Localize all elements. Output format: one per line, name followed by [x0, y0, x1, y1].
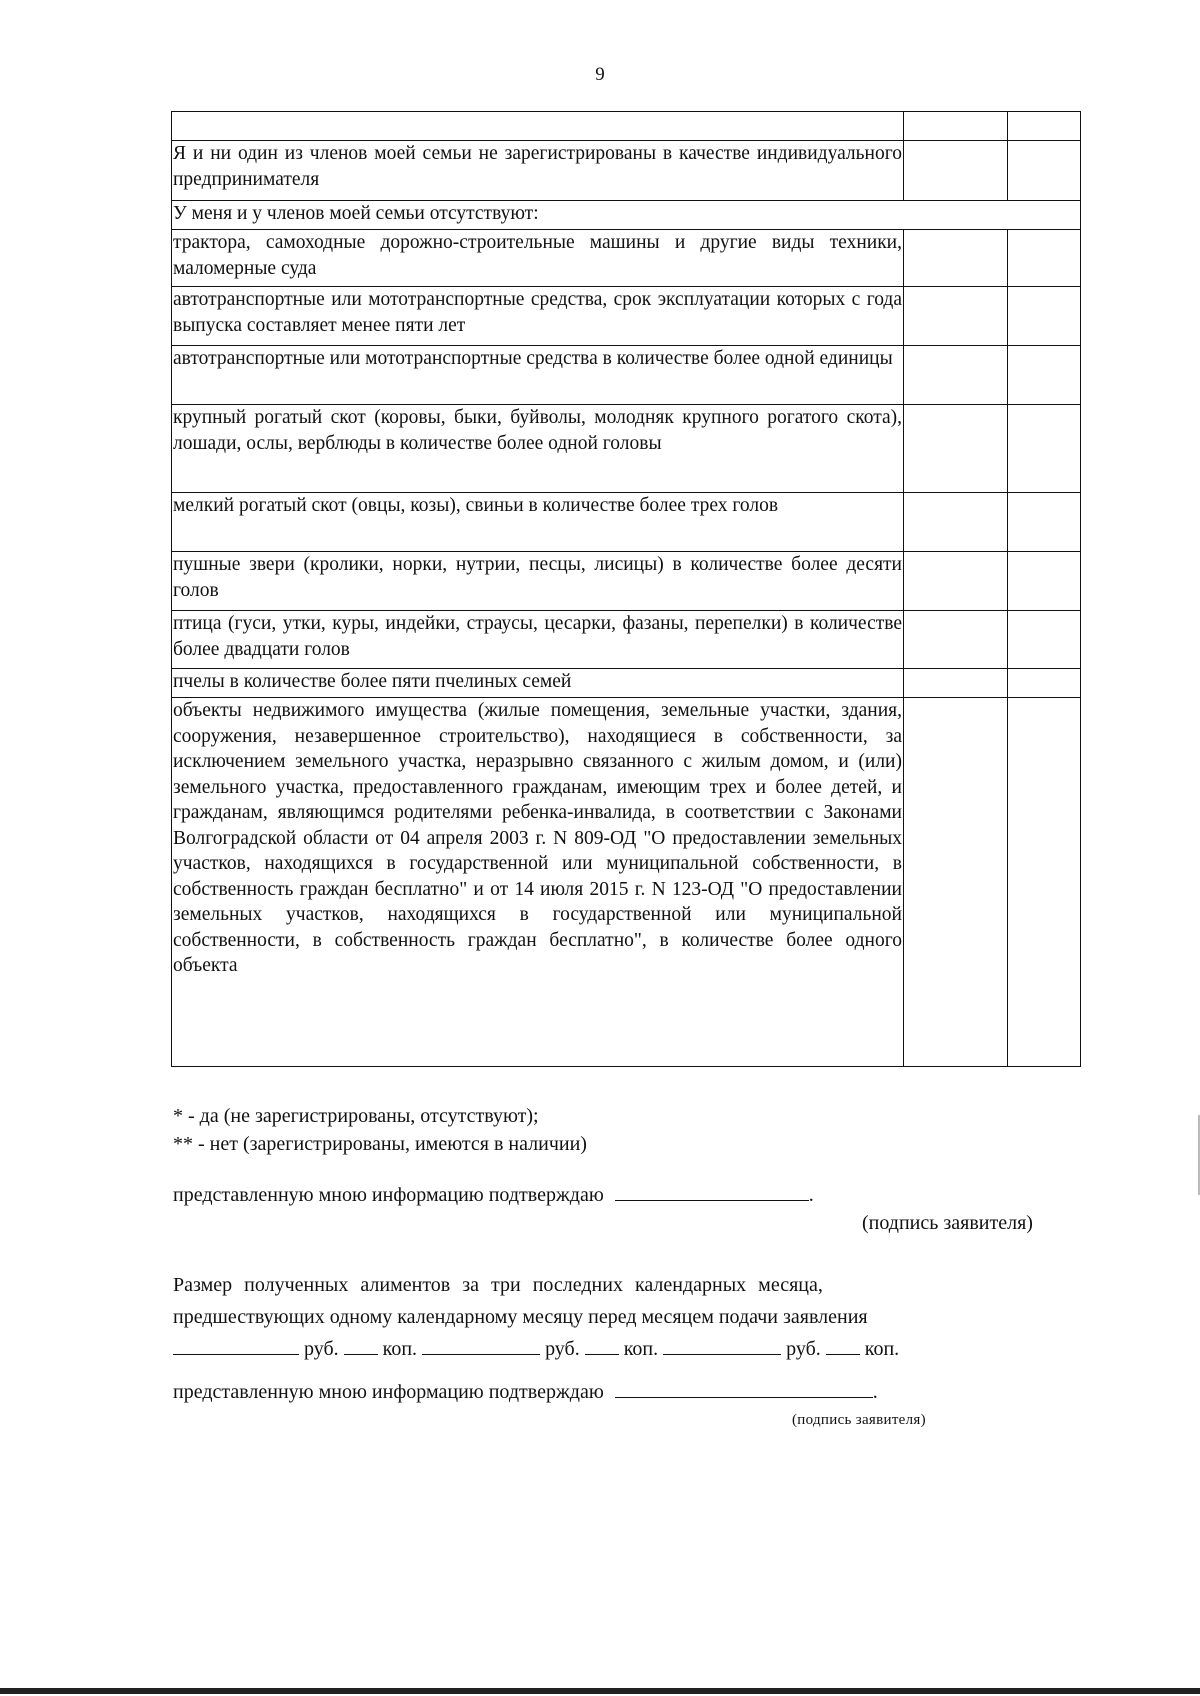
answer-cell-no[interactable] [1008, 669, 1081, 698]
table-cell-text: автотранспортные или мототранспортные средства в количестве более одной единицы [172, 346, 904, 405]
scan-bottom-border [0, 1688, 1200, 1694]
answer-cell-yes[interactable] [904, 112, 1008, 141]
answer-cell-yes[interactable] [904, 230, 1008, 287]
rub-label: руб. [304, 1338, 339, 1360]
answer-cell-no[interactable] [1008, 493, 1081, 552]
legend-notes [173, 1102, 587, 1158]
confirmation-end: . [872, 1381, 878, 1403]
table-row [172, 230, 1081, 287]
table-row [172, 405, 1081, 493]
table-section-header: У меня и у членов моей семьи отсутствуют: [172, 201, 1081, 230]
rub-label: руб. [545, 1338, 580, 1360]
table-row-header [172, 201, 1081, 230]
answer-cell-yes[interactable] [904, 287, 1008, 346]
answer-cell-yes[interactable] [904, 346, 1008, 405]
legend-no: ** - нет (зарегистрированы, имеются в наличии) [173, 1133, 587, 1155]
answer-cell-yes[interactable] [904, 141, 1008, 201]
kop-label: коп. [623, 1338, 659, 1360]
answer-cell-no[interactable] [1008, 346, 1081, 405]
month-3-rub-field[interactable] [663, 1353, 781, 1355]
answer-cell-no[interactable] [1008, 611, 1081, 669]
answer-cell-yes[interactable] [904, 611, 1008, 669]
month-1-kop-field[interactable] [344, 1353, 378, 1355]
alimony-section [173, 1269, 1043, 1365]
confirmation-2 [173, 1381, 878, 1404]
table-cell-text [172, 112, 904, 141]
answer-cell-no[interactable] [1008, 230, 1081, 287]
signature-caption-2: (подпись заявителя) [792, 1412, 926, 1428]
answer-cell-no[interactable] [1008, 287, 1081, 346]
month-1-rub-field[interactable] [173, 1353, 299, 1355]
answer-cell-no[interactable] [1008, 141, 1081, 201]
table-cell-text: пушные звери (кролики, норки, нутрии, песцы, лисицы) в количестве более десяти голов [172, 552, 904, 611]
table-row [172, 141, 1081, 201]
month-2-kop-field[interactable] [585, 1353, 619, 1355]
table-row [172, 346, 1081, 405]
table-cell-text: птица (гуси, утки, куры, индейки, страусы, цесарки, фазаны, перепелки) в количестве более двадцати голов [172, 611, 904, 669]
page-number: 9 [595, 64, 605, 85]
table-row [172, 669, 1081, 698]
confirmation-text: представленную мною информацию подтверждаю [173, 1381, 604, 1403]
answer-cell-no[interactable] [1008, 112, 1081, 141]
month-2-rub-field[interactable] [422, 1353, 540, 1355]
answer-cell-no[interactable] [1008, 552, 1081, 611]
answer-cell-yes[interactable] [904, 552, 1008, 611]
answer-cell-no[interactable] [1008, 405, 1081, 493]
kop-label: коп. [382, 1338, 418, 1360]
signature-caption-1: (подпись заявителя) [862, 1212, 1033, 1234]
table-cell-text: крупный рогатый скот (коровы, быки, буйволы, молодняк крупного рогатого скота), лошади, ослы, верблюды в количестве более одной головы [172, 405, 904, 493]
table-cell-text: трактора, самоходные дорожно-строительные машины и другие виды техники, маломерные суда [172, 230, 904, 287]
table-cell-text: пчелы в количестве более пяти пчелиных семей [172, 669, 904, 698]
legend-yes: * - да (не зарегистрированы, отсутствуют); [173, 1105, 539, 1127]
table-cell-text: объекты недвижимого имущества (жилые помещения, земельные участки, здания, сооружения, незавершенное строительство), находящиеся в собственности, за исключением земельного участка, неразрывно связанного с жилым домом, и (или) земельного участка, предоставленного гражданам, имеющим трех и более детей, и гражданам, являющимся родителями ребенка-инвалида, в соответствии с Законами Волгоградской области от 04 апреля 2003 г. N 809-ОД "О предоставлении земельных участков, находящихся в государственной или муниципальной собственности, в собственность граждан бесплатно" и от 14 июля 2015 г. N 123-ОД "О предоставлении земельных участков, находящихся в государственной или муниципальной собственности, в собственность граждан бесплатно", в количестве более одного объекта [172, 698, 904, 1067]
table-row [172, 698, 1081, 1067]
table-row [172, 611, 1081, 669]
table-row [172, 287, 1081, 346]
rub-label: руб. [786, 1338, 821, 1360]
answer-cell-yes[interactable] [904, 669, 1008, 698]
table-row [172, 552, 1081, 611]
table-cell-text: автотранспортные или мототранспортные средства, срок эксплуатации которых с года выпуска составляет менее пяти лет [172, 287, 904, 346]
confirmation-end: . [808, 1184, 814, 1206]
answer-cell-no[interactable] [1008, 698, 1081, 1067]
table-row-empty [172, 112, 1081, 141]
signature-field-2[interactable] [615, 1396, 873, 1398]
month-3-kop-field[interactable] [826, 1353, 860, 1355]
declaration-table [171, 111, 1081, 1067]
confirmation-text: представленную мною информацию подтверждаю [173, 1184, 604, 1206]
table-cell-text: мелкий рогатый скот (овцы, козы), свиньи в количестве более трех голов [172, 493, 904, 552]
answer-cell-yes[interactable] [904, 405, 1008, 493]
kop-label: коп. [864, 1338, 900, 1360]
answer-cell-yes[interactable] [904, 698, 1008, 1067]
table-cell-text: Я и ни один из членов моей семьи не зарегистрированы в качестве индивидуального предпринимателя [172, 141, 904, 201]
signature-field-1[interactable] [615, 1199, 809, 1201]
alimony-line-2: предшествующих одному календарному месяцу перед месяцем подачи заявления [173, 1306, 868, 1328]
table-row [172, 493, 1081, 552]
confirmation-1 [173, 1184, 814, 1207]
alimony-amounts [173, 1333, 1043, 1365]
answer-cell-yes[interactable] [904, 493, 1008, 552]
alimony-line-1: Размер полученных алиментов за три последних календарных месяца, [173, 1274, 823, 1296]
